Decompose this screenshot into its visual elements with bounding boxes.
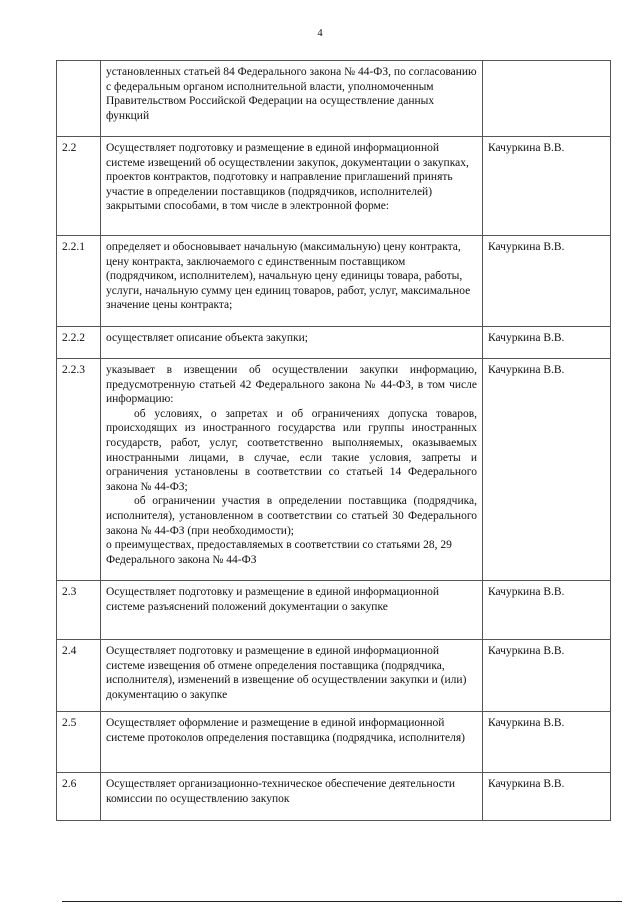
row-description (101, 327, 483, 359)
row-responsible: Качуркина В.В. (483, 137, 611, 236)
row-responsible: Качуркина В.В. (483, 236, 611, 327)
description-paragraph: осуществляет описание объекта закупки; (106, 332, 308, 344)
description-paragraph: Осуществляет подготовку и размещение в единой информационной системе разъяснений положений документации о закупке (106, 586, 440, 613)
row-responsible (483, 61, 611, 137)
row-responsible: Качуркина В.В. (483, 712, 611, 773)
row-responsible: Качуркина В.В. (483, 581, 611, 640)
row-number: 2.3 (57, 581, 101, 640)
row-description (101, 61, 483, 137)
description-paragraph: об условиях, о запретах и об ограничениях допуска товаров, происходящих из иностранного государства или группы иностранных государств, работ, услуг, соответственно выполняемых, оказываемых иностранными лицами, в случае, если такие условия, запреты и ограничения установлены в соответствии со статьей 14 Федерального закона № 44-ФЗ; (106, 407, 477, 493)
row-number: 2.2.1 (57, 236, 101, 327)
page-number: 4 (317, 28, 323, 39)
row-responsible: Качуркина В.В. (483, 640, 611, 712)
description-paragraph: об ограничении участия в определении поставщика (подрядчика, исполнителя), установленном в соответствии со статьей 30 Федерального закона № 44-ФЗ (при необходимости); (106, 495, 477, 537)
row-description (101, 773, 483, 821)
row-description (101, 640, 483, 712)
row-number: 2.5 (57, 712, 101, 773)
row-description (101, 236, 483, 327)
description-paragraph: указывает в извещении об осуществлении закупки информацию, предусмотренную статьей 42 Федерального закона № 44-ФЗ, в том числе информацию: (106, 364, 477, 406)
description-paragraph: Осуществляет подготовку и размещение в единой информационной системе извещения об отмене определения поставщика (подрядчика, исполнителя), изменений в извещение об осуществлении закупки и (или) документацию о закупке (106, 645, 467, 701)
description-paragraph: Осуществляет оформление и размещение в единой информационной системе протоколов определения поставщика (подрядчика, исполнителя) (106, 717, 465, 744)
row-number (57, 61, 101, 137)
table-row (57, 236, 611, 327)
row-responsible: Качуркина В.В. (483, 773, 611, 821)
table-row (57, 640, 611, 712)
duties-table (56, 60, 611, 821)
description-paragraph: о преимуществах, предоставляемых в соответствии со статьями 28, 29 Федерального закона № 44-ФЗ (106, 539, 452, 566)
description-paragraph: Осуществляет подготовку и размещение в единой информационной системе извещений об осуществлении закупок, документации о закупках, проектов контрактов, подготовку и направление приглашений принять участие в определении поставщиков (подрядчиков, исполнителей) закрытыми способами, в том числе в электронной форме: (106, 142, 469, 213)
description-paragraph: Осуществляет организационно-техническое обеспечение деятельности комиссии по осуществлению закупок (106, 778, 456, 805)
row-number: 2.2.3 (57, 359, 101, 581)
row-description (101, 712, 483, 773)
row-responsible: Качуркина В.В. (483, 359, 611, 581)
bottom-divider (62, 901, 622, 902)
table-row (57, 61, 611, 137)
row-description (101, 581, 483, 640)
table-row (57, 773, 611, 821)
row-number: 2.6 (57, 773, 101, 821)
row-number: 2.4 (57, 640, 101, 712)
row-responsible: Качуркина В.В. (483, 327, 611, 359)
table-row (57, 581, 611, 640)
table-row (57, 712, 611, 773)
table-row (57, 327, 611, 359)
table-row (57, 359, 611, 581)
row-description (101, 137, 483, 236)
row-description (101, 359, 483, 581)
description-paragraph: установленных статьей 84 Федерального закона № 44-ФЗ, по согласованию с федеральным органом исполнительной власти, уполномоченным Правительством Российской Федерации на осуществление данных функций (106, 66, 477, 122)
row-number: 2.2 (57, 137, 101, 236)
description-paragraph: определяет и обосновывает начальную (максимальную) цену контракта, цену контракта, заключаемого с единственным поставщиком (подрядчиком, исполнителем), начальную цену единицы товара, работы, услуги, начальную сумму цен единиц товаров, работ, услуг, максимальное значение цены контракта; (106, 241, 471, 312)
table-row (57, 137, 611, 236)
row-number: 2.2.2 (57, 327, 101, 359)
